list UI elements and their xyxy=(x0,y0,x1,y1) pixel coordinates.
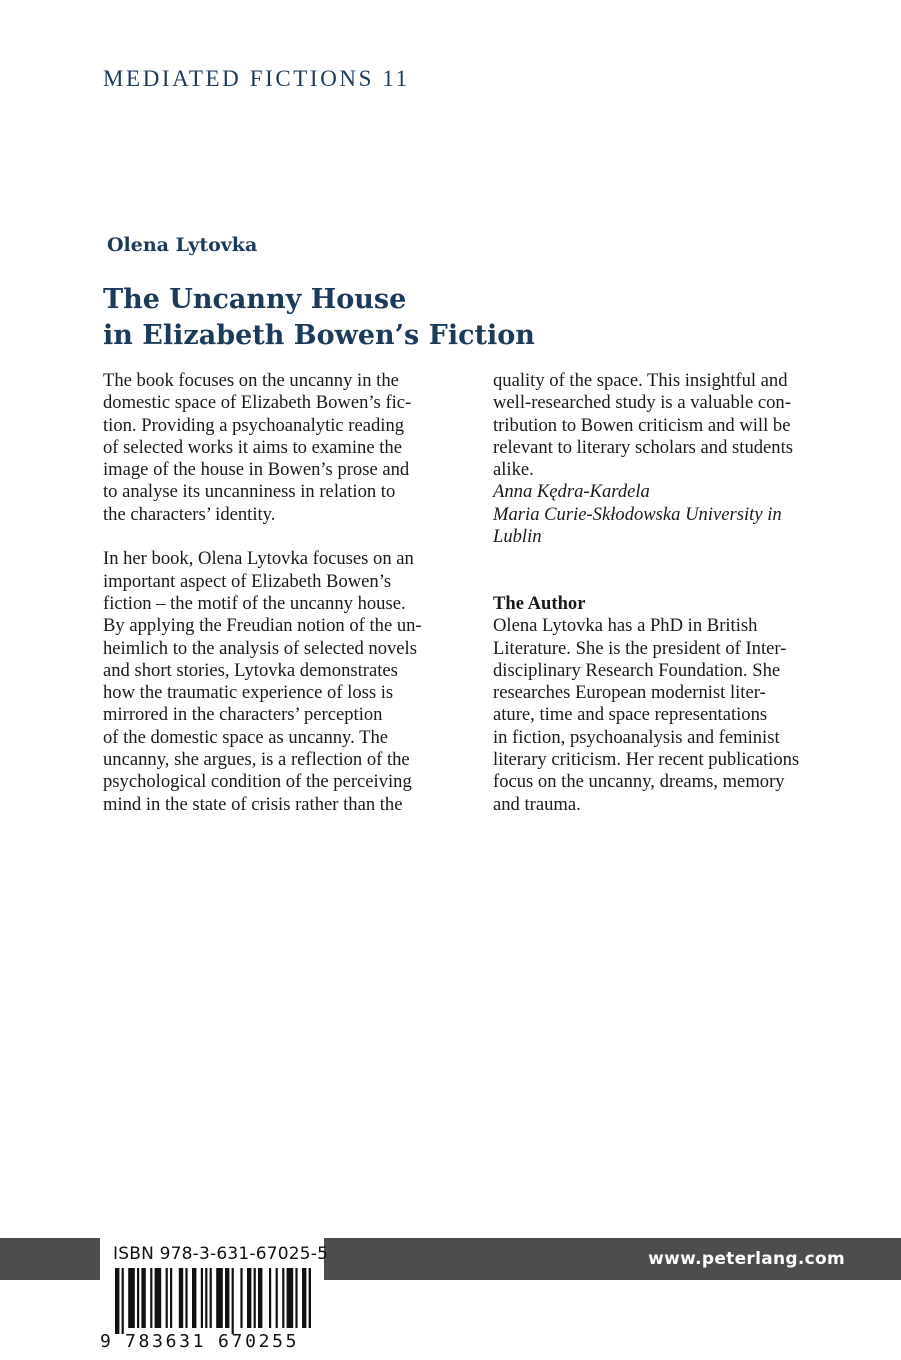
reviewer-name: Anna Kędra-Kardela xyxy=(493,481,650,503)
barcode-bar xyxy=(247,1268,251,1328)
text-line: important aspect of Elizabeth Bowen’s xyxy=(103,570,392,592)
text-line: mirrored in the characters’ perception xyxy=(103,704,383,726)
text-line: uncanny, she argues, is a reflection of the xyxy=(103,749,410,771)
ean-digits-left: 783631 xyxy=(125,1331,207,1352)
barcode-bar xyxy=(155,1268,162,1328)
text-line: of the domestic space as uncanny. The xyxy=(103,726,389,748)
barcode-bar xyxy=(192,1268,196,1328)
text-line: relevant to literary scholars and students xyxy=(493,436,793,458)
barcode-bar xyxy=(122,1268,124,1334)
barcode-bar xyxy=(225,1268,229,1328)
barcode-bar xyxy=(309,1268,311,1328)
text-line: well-researched study is a valuable con- xyxy=(493,392,791,414)
reviewer-affiliation: Lublin xyxy=(493,526,542,548)
text-line: of selected works it aims to examine the xyxy=(103,436,402,458)
book-title-line-1: The Uncanny House xyxy=(103,284,407,315)
text-line: how the traumatic experience of loss is xyxy=(103,682,394,704)
book-title xyxy=(103,282,535,354)
text-line: Olena Lytovka has a PhD in British xyxy=(493,615,758,637)
text-line: Literature. She is the president of Inter- xyxy=(493,637,787,659)
text-line: heimlich to the analysis of selected novels xyxy=(103,637,417,659)
left-column xyxy=(103,370,453,816)
barcode-bar xyxy=(254,1268,256,1328)
blurb-paragraph-continued xyxy=(493,370,853,481)
isbn-barcode xyxy=(115,1268,311,1334)
publisher-website: www.peterlang.com xyxy=(648,1249,845,1269)
right-column xyxy=(493,370,853,816)
text-line: tribution to Bowen criticism and will be xyxy=(493,414,791,436)
barcode-bar xyxy=(258,1268,262,1328)
barcode-bar xyxy=(232,1268,234,1334)
text-line: and trauma. xyxy=(493,793,581,815)
text-line: fiction – the motif of the uncanny house. xyxy=(103,592,406,614)
barcode-bar xyxy=(128,1268,135,1328)
text-line: literary criticism. Her recent publications xyxy=(493,749,800,771)
text-line: ature, time and space representations xyxy=(493,704,768,726)
barcode-bar xyxy=(276,1268,278,1328)
book-title-line-2: in Elizabeth Bowen’s Fiction xyxy=(103,320,535,351)
barcode-bar xyxy=(295,1268,297,1328)
text-line: and short stories, Lytovka demonstrates xyxy=(103,659,398,681)
text-line: mind in the state of crisis rather than the xyxy=(103,793,403,815)
barcode-bar xyxy=(216,1268,223,1328)
text-line: The book focuses on the uncanny in the xyxy=(103,370,399,391)
barcode-bar xyxy=(141,1268,145,1328)
about-author-heading: The Author xyxy=(493,592,586,614)
barcode-bar xyxy=(205,1268,207,1328)
text-line: to analyse its uncanniness in relation to xyxy=(103,481,396,503)
barcode-bar xyxy=(115,1268,119,1334)
isbn-label: ISBN 978-3-631-67025-5 xyxy=(113,1244,329,1264)
text-line: image of the house in Bowen’s prose and xyxy=(103,459,410,481)
barcode-bar xyxy=(137,1268,139,1328)
barcode-bar xyxy=(170,1268,172,1328)
text-line: By applying the Freudian notion of the un- xyxy=(103,615,422,637)
text-line: researches European modernist liter- xyxy=(493,682,766,704)
about-author-text xyxy=(493,615,853,816)
reviewer-affiliation: Maria Curie-Skłodowska University in xyxy=(493,503,782,525)
text-line: the characters’ identity. xyxy=(103,503,276,525)
text-line: tion. Providing a psychoanalytic reading xyxy=(103,414,405,436)
text-line: quality of the space. This insightful and xyxy=(493,370,788,391)
text-line: alike. xyxy=(493,459,534,481)
barcode-bar xyxy=(240,1268,242,1328)
ean-digits-right: 670255 xyxy=(218,1331,300,1352)
text-line: domestic space of Elizabeth Bowen’s fic- xyxy=(103,392,412,414)
text-line: focus on the uncanny, dreams, memory xyxy=(493,771,785,793)
barcode-bar xyxy=(185,1268,187,1328)
barcode-bar xyxy=(210,1268,212,1328)
blurb-paragraph-2 xyxy=(103,548,453,816)
text-line: psychological condition of the perceiving xyxy=(103,771,412,793)
text-line: In her book, Olena Lytovka focuses on an xyxy=(103,548,414,570)
barcode-bar xyxy=(287,1268,294,1328)
barcode-bar xyxy=(201,1268,203,1328)
barcode-bar xyxy=(179,1268,183,1328)
series-title: MEDIATED FICTIONS 11 xyxy=(103,66,410,91)
ean-digit-prefix: 9 xyxy=(100,1331,111,1352)
barcode-bar xyxy=(282,1268,284,1328)
author-name: Olena Lytovka xyxy=(107,234,258,256)
text-line: in fiction, psychoanalysis and feminist xyxy=(493,726,780,748)
barcode-bar xyxy=(302,1268,306,1328)
barcode-bar xyxy=(269,1268,271,1328)
text-line: disciplinary Research Foundation. She xyxy=(493,659,781,681)
reviewer-attribution xyxy=(493,481,853,548)
blurb-paragraph-1 xyxy=(103,370,453,526)
barcode-bar xyxy=(166,1268,168,1328)
barcode-bar xyxy=(150,1268,152,1328)
